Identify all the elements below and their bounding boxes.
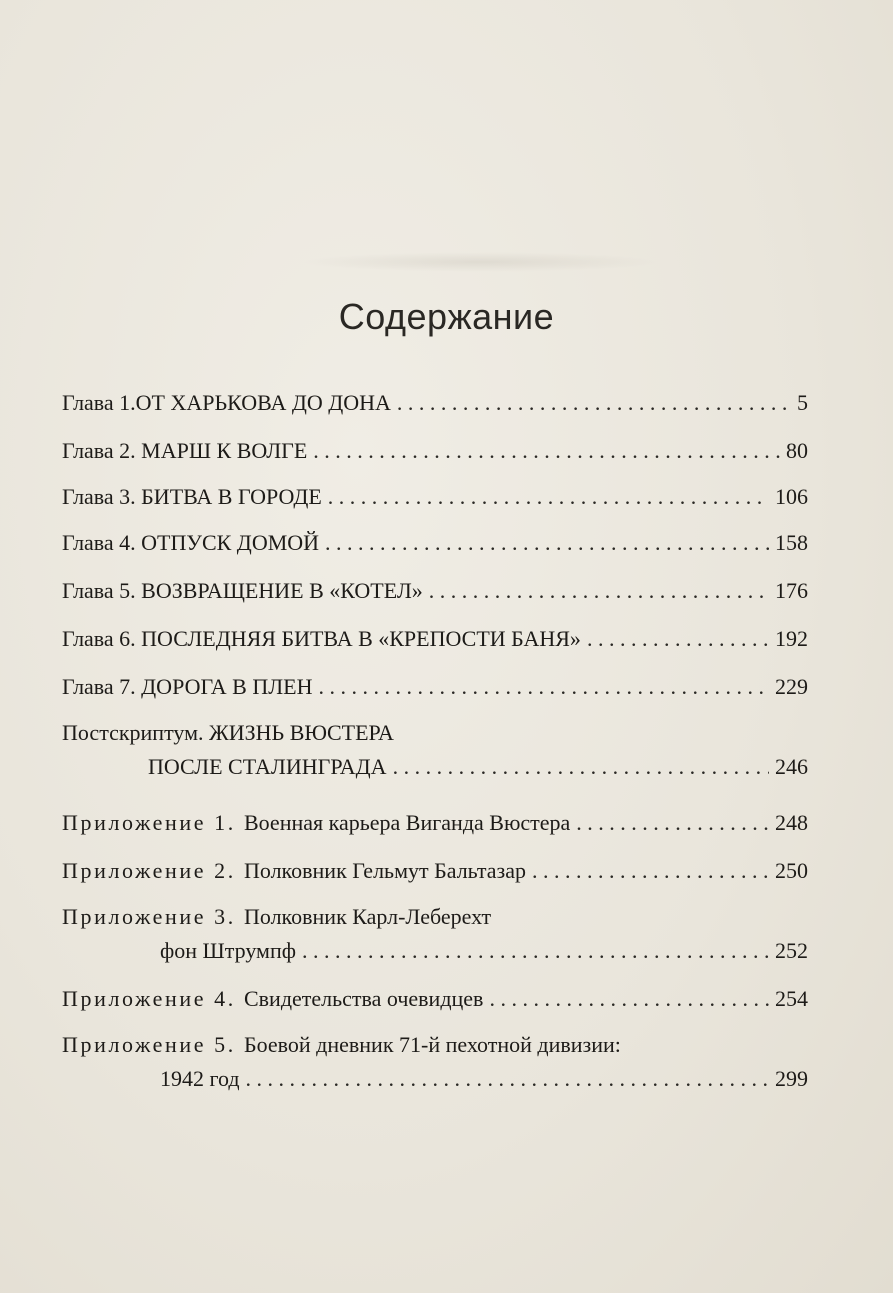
dot-leader: [302, 938, 769, 964]
dot-leader: [587, 626, 769, 652]
toc-line-continued: [62, 938, 808, 964]
entry-title-line2: ПОСЛЕ СТАЛИНГРАДА: [148, 754, 387, 779]
page-number: 250: [775, 858, 808, 883]
page-number: 158: [775, 530, 808, 555]
toc-entry-chapter-4: [62, 530, 808, 556]
dot-leader: [325, 530, 769, 556]
page-smudge: [300, 252, 660, 272]
entry-title: Полковник Карл-Леберехт: [243, 904, 492, 929]
toc-line: [62, 720, 808, 746]
entry-title: Свидетельства очевидцев: [243, 986, 484, 1011]
entry-title-line2: 1942 год: [160, 1066, 240, 1091]
page-number: 254: [775, 986, 808, 1011]
entry-prefix: Глава 2.: [62, 438, 142, 463]
dot-leader: [532, 858, 769, 884]
entry-title: ОТ ХАРЬКОВА ДО ДОНА: [135, 390, 391, 415]
entry-prefix: Глава 1.: [62, 390, 136, 415]
entry-title: ЖИЗНЬ ВЮСТЕРА: [209, 720, 394, 745]
dot-leader: [489, 986, 769, 1012]
entry-title: МАРШ К ВОЛГЕ: [141, 438, 308, 463]
toc-line: [62, 578, 808, 604]
entry-prefix: Приложение 1.: [62, 810, 244, 835]
page-number: 229: [775, 674, 808, 699]
page-number: 246: [775, 754, 808, 779]
entry-prefix: Приложение 5.: [62, 1032, 244, 1057]
entry-title: Боевой дневник 71-й пехотной дивизии:: [243, 1032, 621, 1057]
toc-entry-chapter-3: [62, 484, 808, 510]
entry-prefix: Постскриптум.: [62, 720, 210, 745]
toc-entry-chapter-7: [62, 674, 808, 700]
toc-entry-appendix-3: [62, 904, 808, 964]
toc-line-continued: [62, 1066, 808, 1092]
entry-title-line2: фон Штрумпф: [160, 938, 296, 963]
entry-prefix: Глава 5.: [62, 578, 142, 603]
dot-leader: [246, 1066, 769, 1092]
page-number: 80: [786, 438, 808, 463]
entry-title: ВОЗВРАЩЕНИЕ В «КОТЕЛ»: [141, 578, 423, 603]
page-title: Содержание: [338, 296, 555, 337]
page-number: 192: [775, 626, 808, 651]
entry-prefix: Глава 6.: [62, 626, 142, 651]
entry-title: ОТПУСК ДОМОЙ: [141, 530, 320, 555]
toc-entry-postscript: [62, 720, 808, 780]
dot-leader: [328, 484, 769, 510]
entry-prefix: Приложение 2.: [62, 858, 244, 883]
entry-title: ПОСЛЕДНЯЯ БИТВА В «КРЕПОСТИ БАНЯ»: [141, 626, 581, 651]
toc-line: [62, 986, 808, 1012]
toc-entry-appendix-4: [62, 986, 808, 1012]
dot-leader: [318, 674, 769, 700]
toc-entry-chapter-2: [62, 438, 808, 464]
page-number: 299: [775, 1066, 808, 1091]
dot-leader: [576, 810, 769, 836]
entry-title: Военная карьера Виганда Вюстера: [243, 810, 571, 835]
toc-entry-appendix-2: [62, 858, 808, 884]
page-number: 252: [775, 938, 808, 963]
toc-line: [62, 626, 808, 652]
toc-entry-appendix-1: [62, 810, 808, 836]
toc-line: [62, 530, 808, 556]
entry-prefix: Глава 3.: [62, 484, 142, 509]
entry-title: БИТВА В ГОРОДЕ: [141, 484, 322, 509]
dot-leader: [313, 438, 780, 464]
entry-title: ДОРОГА В ПЛЕН: [141, 674, 313, 699]
entry-prefix: Глава 7.: [62, 674, 142, 699]
page-number: 106: [775, 484, 808, 509]
entry-prefix: Приложение 3.: [62, 904, 244, 929]
toc-entry-chapter-6: [62, 626, 808, 652]
entry-prefix: Глава 4.: [62, 530, 142, 555]
dot-leader: [397, 390, 791, 416]
toc-line: [62, 1032, 808, 1058]
page-number: 5: [797, 390, 808, 415]
page-number: 176: [775, 578, 808, 603]
toc-line: [62, 438, 808, 464]
toc-line-continued: [62, 754, 808, 780]
page-number: 248: [775, 810, 808, 835]
dot-leader: [429, 578, 769, 604]
toc-line: [62, 674, 808, 700]
toc-entry-chapter-1: [62, 390, 808, 416]
toc-line: [62, 484, 808, 510]
toc-line: [62, 904, 808, 930]
toc-line: [62, 390, 808, 416]
entry-title: Полковник Гельмут Бальтазар: [243, 858, 526, 883]
toc-entry-appendix-5: [62, 1032, 808, 1092]
dot-leader: [393, 754, 769, 780]
toc-line: [62, 858, 808, 884]
entry-prefix: Приложение 4.: [62, 986, 244, 1011]
toc-line: [62, 810, 808, 836]
toc-entry-chapter-5: [62, 578, 808, 604]
